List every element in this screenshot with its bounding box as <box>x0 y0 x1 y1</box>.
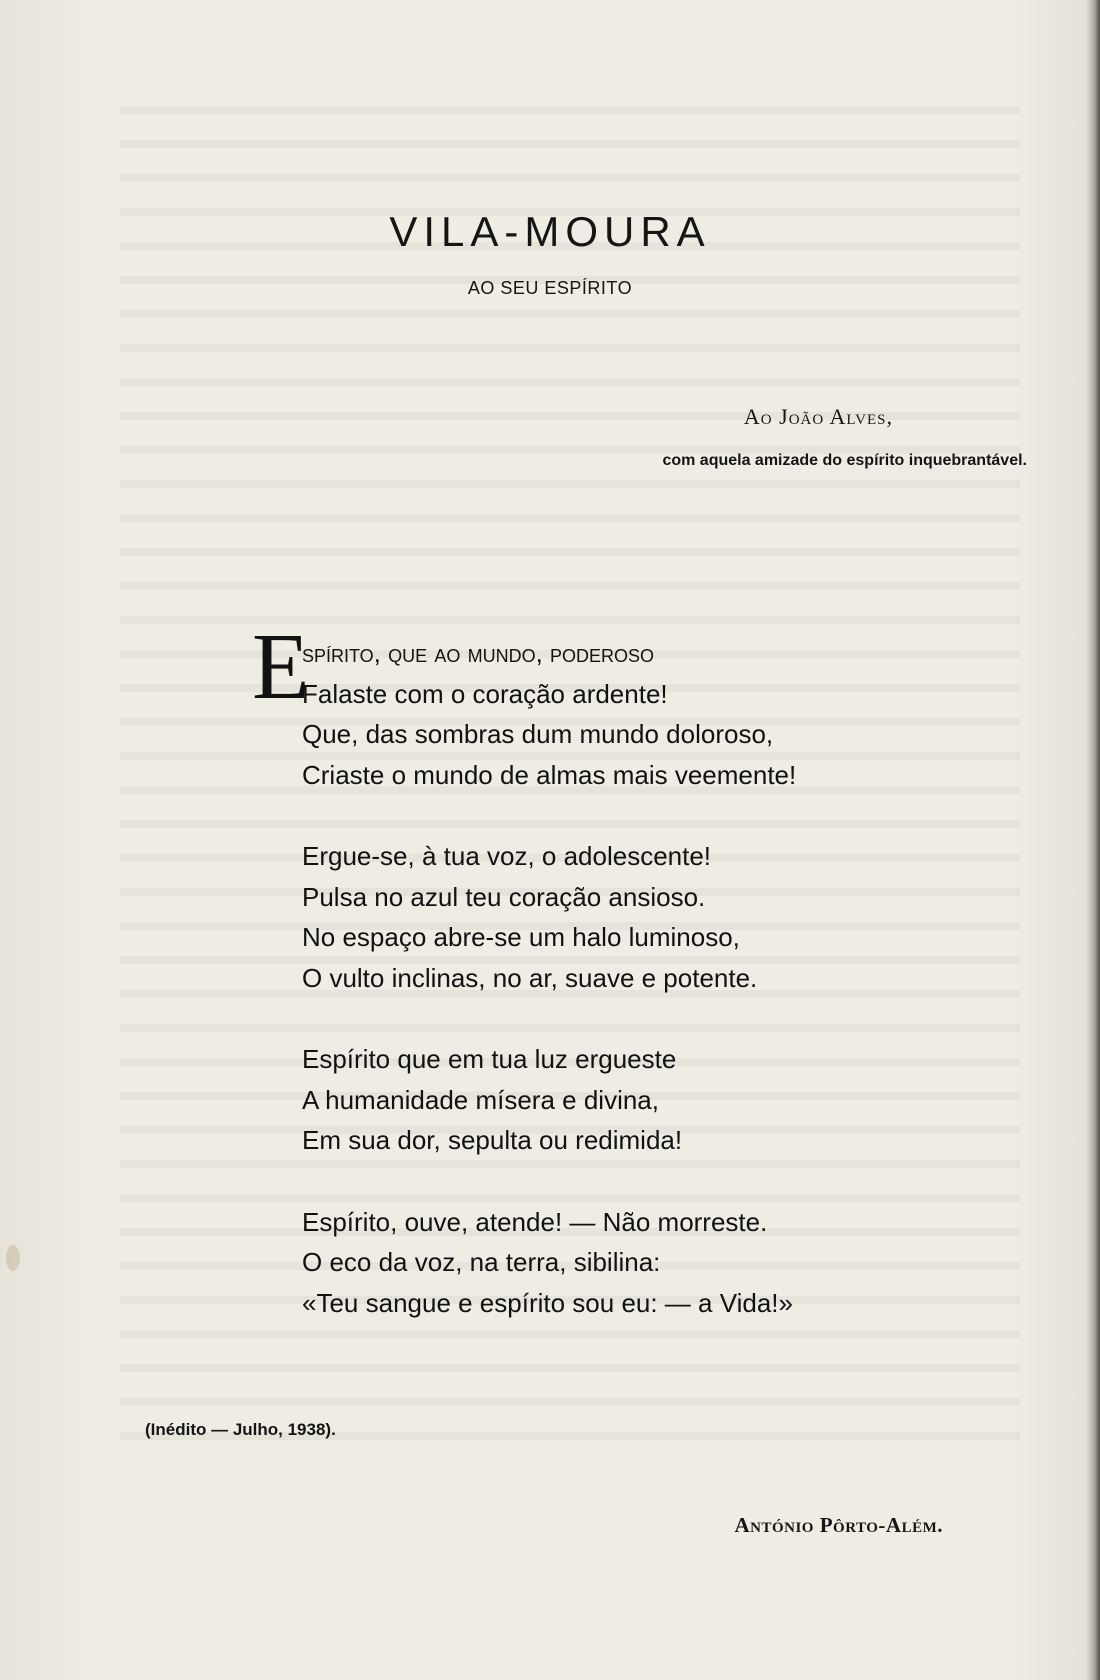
poem-line: Espírito, ouve, atende! — Não morreste. <box>302 1206 768 1237</box>
poem-line: Em sua dor, sepulta ou redimida! <box>302 1125 683 1155</box>
dedication-text: com aquela amizade do espírito inquebrantável. <box>662 452 1027 469</box>
stanza-3 <box>302 1039 942 1161</box>
dedication-name: Ao João Alves, <box>743 404 893 429</box>
poem-line: A humanidade mísera e divina, <box>302 1084 659 1115</box>
poem-line: «Teu sangue e espírito sou eu: — a Vida!» <box>302 1287 793 1318</box>
footnote-date: (Inédito — Julho, 1938). <box>145 1420 336 1439</box>
poem-line: Pulsa no azul teu coração ansioso. <box>302 881 706 912</box>
paper-stain <box>6 1245 20 1271</box>
stanza-1 <box>302 633 942 795</box>
poem-line: spírito, que ao mundo, poderoso <box>302 638 655 668</box>
poem-line: Falaste com o coração ardente! <box>302 678 668 709</box>
poem-line: O vulto inclinas, no ar, suave e potente. <box>302 962 758 993</box>
poem-line: Criaste o mundo de almas mais veemente! <box>302 759 797 790</box>
stanza-2 <box>302 836 942 998</box>
poem-line: Que, das sombras dum mundo doloroso, <box>302 719 774 749</box>
drop-cap: E <box>252 615 310 719</box>
poem-body <box>302 633 942 1364</box>
poem-line: Espírito que em tua luz ergueste <box>302 1044 677 1074</box>
poem-line: O eco da voz, na terra, sibilina: <box>302 1247 661 1277</box>
stanza-4 <box>302 1202 942 1324</box>
poem-line: No espaço abre-se um halo luminoso, <box>302 922 740 952</box>
author-signature: António Pôrto-Além. <box>734 1513 943 1537</box>
poem-subtitle: AO SEU ESPÍRITO <box>467 278 633 298</box>
poem-title: VILA-MOURA <box>389 208 711 255</box>
poem-line: Ergue-se, à tua voz, o adolescente! <box>302 841 712 871</box>
